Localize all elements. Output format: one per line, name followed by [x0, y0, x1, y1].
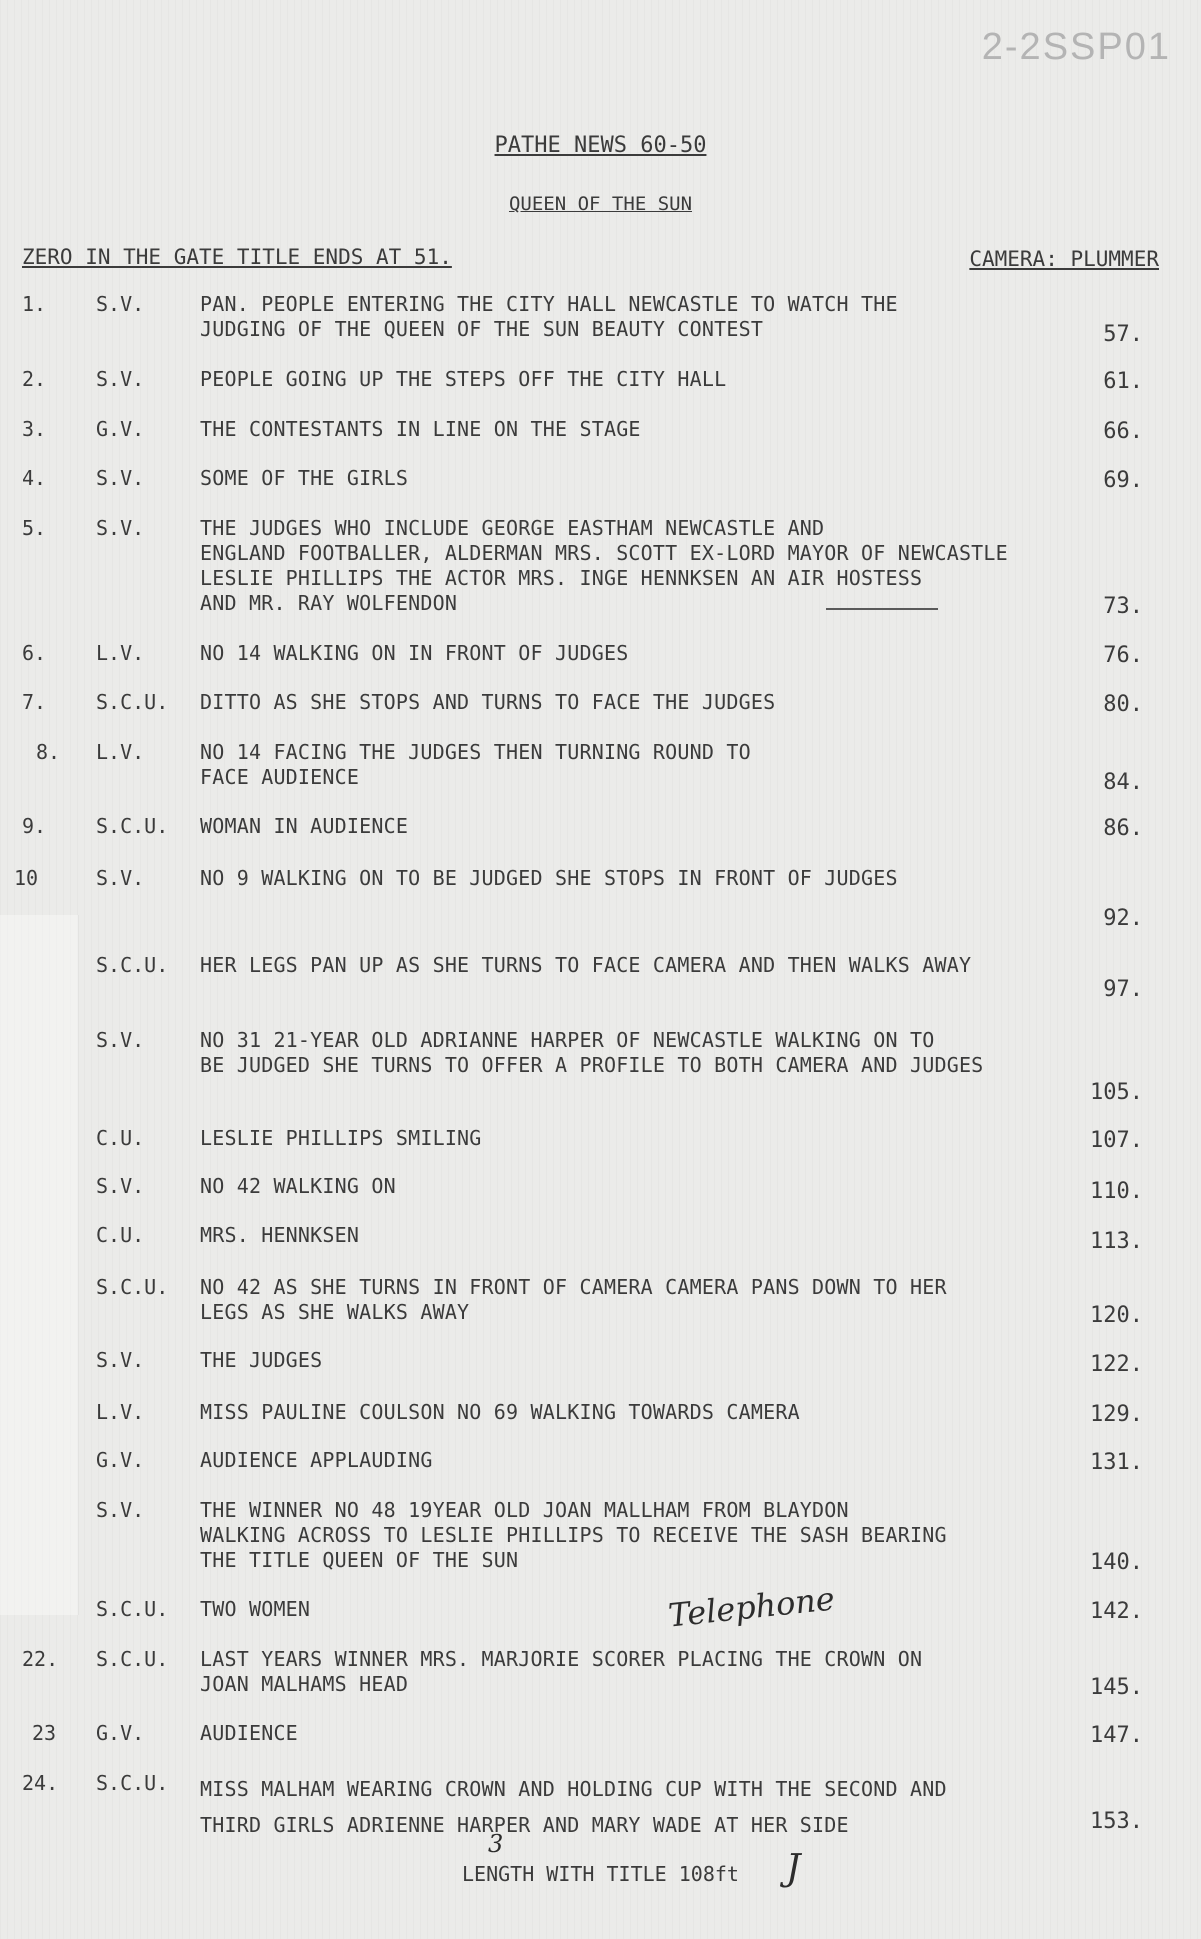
- shot-description: AUDIENCE: [200, 1721, 298, 1745]
- shot-number: 6.: [22, 641, 47, 665]
- shot-footage: 73.: [1103, 594, 1143, 619]
- zero-gate-line: ZERO IN THE GATE TITLE ENDS AT 51.: [22, 245, 452, 269]
- shot-footage: 129.: [1090, 1402, 1143, 1427]
- shot-footage: 142.: [1090, 1599, 1143, 1624]
- shot-footage: 110.: [1090, 1179, 1143, 1204]
- shot-description: PAN. PEOPLE ENTERING THE CITY HALL NEWCASTLE TO WATCH THE JUDGING OF THE QUEEN OF THE SUN BEAUTY CONTEST: [200, 292, 898, 341]
- shot-number: 2.: [22, 367, 47, 391]
- shot-code: G.V.: [96, 417, 145, 441]
- reference-number: 2-2SSP01: [981, 26, 1171, 68]
- shot-description: DITTO AS SHE STOPS AND TURNS TO FACE THE JUDGES: [200, 690, 776, 714]
- shot-code: S.C.U.: [96, 690, 169, 714]
- shot-number: 3.: [22, 417, 47, 441]
- shot-number: 9.: [22, 814, 47, 838]
- shot-footage: 57.: [1103, 322, 1143, 347]
- shot-code: L.V.: [96, 641, 145, 665]
- shot-code: S.V.: [96, 866, 145, 890]
- shot-code: G.V.: [96, 1721, 145, 1745]
- shot-code: S.V.: [96, 367, 145, 391]
- shot-description: MRS. HENNKSEN: [200, 1223, 360, 1247]
- shot-description: MISS PAULINE COULSON NO 69 WALKING TOWARDS CAMERA: [200, 1400, 800, 1424]
- shot-footage: 120.: [1090, 1303, 1143, 1328]
- shot-description: NO 14 FACING THE JUDGES THEN TURNING ROUND TO FACE AUDIENCE: [200, 740, 751, 789]
- shot-code: S.V.: [96, 1174, 145, 1198]
- shot-code: S.C.U.: [96, 953, 169, 977]
- camera-operator: CAMERA: PLUMMER: [969, 247, 1159, 271]
- shot-description: LAST YEARS WINNER MRS. MARJORIE SCORER PLACING THE CROWN ON JOAN MALHAMS HEAD: [200, 1647, 923, 1696]
- shot-footage: 107.: [1090, 1128, 1143, 1153]
- shot-code: S.V.: [96, 1028, 145, 1052]
- shot-description: NO 42 AS SHE TURNS IN FRONT OF CAMERA CAMERA PANS DOWN TO HER LEGS AS SHE WALKS AWAY: [200, 1275, 947, 1324]
- shot-code: S.V.: [96, 292, 145, 316]
- shot-footage: 92.: [1103, 906, 1143, 931]
- document-subtitle: QUEEN OF THE SUN: [508, 193, 693, 215]
- document-title: PATHE NEWS 60-50: [494, 133, 707, 158]
- shot-description: WOMAN IN AUDIENCE: [200, 814, 409, 838]
- shot-number: 23: [32, 1721, 57, 1745]
- paper-edge: [0, 915, 79, 1615]
- length-line: LENGTH WITH TITLE 108ft: [462, 1862, 739, 1886]
- shot-number: 4.: [22, 466, 47, 490]
- shot-description: NO 14 WALKING ON IN FRONT OF JUDGES: [200, 641, 629, 665]
- shot-description: THE JUDGES: [200, 1348, 323, 1372]
- shot-description: THE JUDGES WHO INCLUDE GEORGE EASTHAM NEWCASTLE AND ENGLAND FOOTBALLER, ALDERMAN MRS. SCOTT EX-LORD MAYOR OF NEWCASTLE LESLIE PHILLIPS THE ACTOR MRS. INGE HENNKSEN AN AIR HOSTESS AND MR. RAY WOLFENDON: [200, 516, 1008, 615]
- shot-code: L.V.: [96, 740, 145, 764]
- shot-number: 1.: [22, 292, 47, 316]
- shot-description: HER LEGS PAN UP AS SHE TURNS TO FACE CAMERA AND THEN WALKS AWAY: [200, 953, 972, 977]
- shot-footage: 97.: [1103, 977, 1143, 1002]
- shot-code: S.C.U.: [96, 1771, 169, 1795]
- shot-footage: 153.: [1090, 1809, 1143, 1834]
- handwritten-note: Telephone: [666, 1579, 837, 1635]
- shot-code: C.U.: [96, 1223, 145, 1247]
- shot-description: TWO WOMEN: [200, 1597, 311, 1621]
- shot-description: SOME OF THE GIRLS: [200, 466, 409, 490]
- shot-number: 8.: [36, 740, 61, 764]
- shot-description: NO 9 WALKING ON TO BE JUDGED SHE STOPS IN FRONT OF JUDGES: [200, 866, 898, 890]
- shot-number: 7.: [22, 690, 47, 714]
- shot-code: S.V.: [96, 466, 145, 490]
- shot-description: THE WINNER NO 48 19YEAR OLD JOAN MALLHAM FROM BLAYDON WALKING ACROSS TO LESLIE PHILLIPS TO RECEIVE THE SASH BEARING THE TITLE QUEEN OF THE SUN: [200, 1498, 947, 1572]
- shot-footage: 131.: [1090, 1450, 1143, 1475]
- shot-description: NO 31 21-YEAR OLD ADRIANNE HARPER OF NEWCASTLE WALKING ON TO BE JUDGED SHE TURNS TO OFFER A PROFILE TO BOTH CAMERA AND JUDGES: [200, 1028, 984, 1077]
- shot-footage: 76.: [1103, 643, 1143, 668]
- shot-description: PEOPLE GOING UP THE STEPS OFF THE CITY HALL: [200, 367, 727, 391]
- shot-footage: 145.: [1090, 1675, 1143, 1700]
- shot-code: L.V.: [96, 1400, 145, 1424]
- shot-footage: 66.: [1103, 419, 1143, 444]
- shot-description: AUDIENCE APPLAUDING: [200, 1448, 433, 1472]
- shot-description: MISS MALHAM WEARING CROWN AND HOLDING CUP WITH THE SECOND AND THIRD GIRLS ADRIENNE HARPER AND MARY WADE AT HER SIDE: [200, 1777, 947, 1837]
- shot-code: S.C.U.: [96, 814, 169, 838]
- shot-number: 24.: [22, 1771, 59, 1795]
- shot-footage: 105.: [1090, 1080, 1143, 1105]
- shot-footage: 147.: [1090, 1723, 1143, 1748]
- shot-code: S.C.U.: [96, 1647, 169, 1671]
- shot-code: S.V.: [96, 1498, 145, 1522]
- shot-footage: 69.: [1103, 468, 1143, 493]
- shot-footage: 86.: [1103, 816, 1143, 841]
- shot-code: S.C.U.: [96, 1597, 169, 1621]
- shot-footage: 61.: [1103, 369, 1143, 394]
- handwritten-mark: 3: [488, 1830, 504, 1858]
- shot-description: LESLIE PHILLIPS SMILING: [200, 1126, 482, 1150]
- shot-description: NO 42 WALKING ON: [200, 1174, 396, 1198]
- pen-underline: [826, 608, 938, 610]
- shot-code: C.U.: [96, 1126, 145, 1150]
- shot-code: G.V.: [96, 1448, 145, 1472]
- shot-footage: 113.: [1090, 1229, 1143, 1254]
- shot-description: THE CONTESTANTS IN LINE ON THE STAGE: [200, 417, 641, 441]
- shot-number: 22.: [22, 1647, 59, 1671]
- shot-code: S.V.: [96, 1348, 145, 1372]
- shot-number: 5.: [22, 516, 47, 540]
- handwritten-initial: J: [786, 1848, 801, 1889]
- shot-code: S.V.: [96, 516, 145, 540]
- shot-number: 10: [14, 866, 39, 890]
- shot-footage: 80.: [1103, 692, 1143, 717]
- shot-footage: 84.: [1103, 770, 1143, 795]
- shot-footage: 140.: [1090, 1550, 1143, 1575]
- shot-code: S.C.U.: [96, 1275, 169, 1299]
- shot-footage: 122.: [1090, 1352, 1143, 1377]
